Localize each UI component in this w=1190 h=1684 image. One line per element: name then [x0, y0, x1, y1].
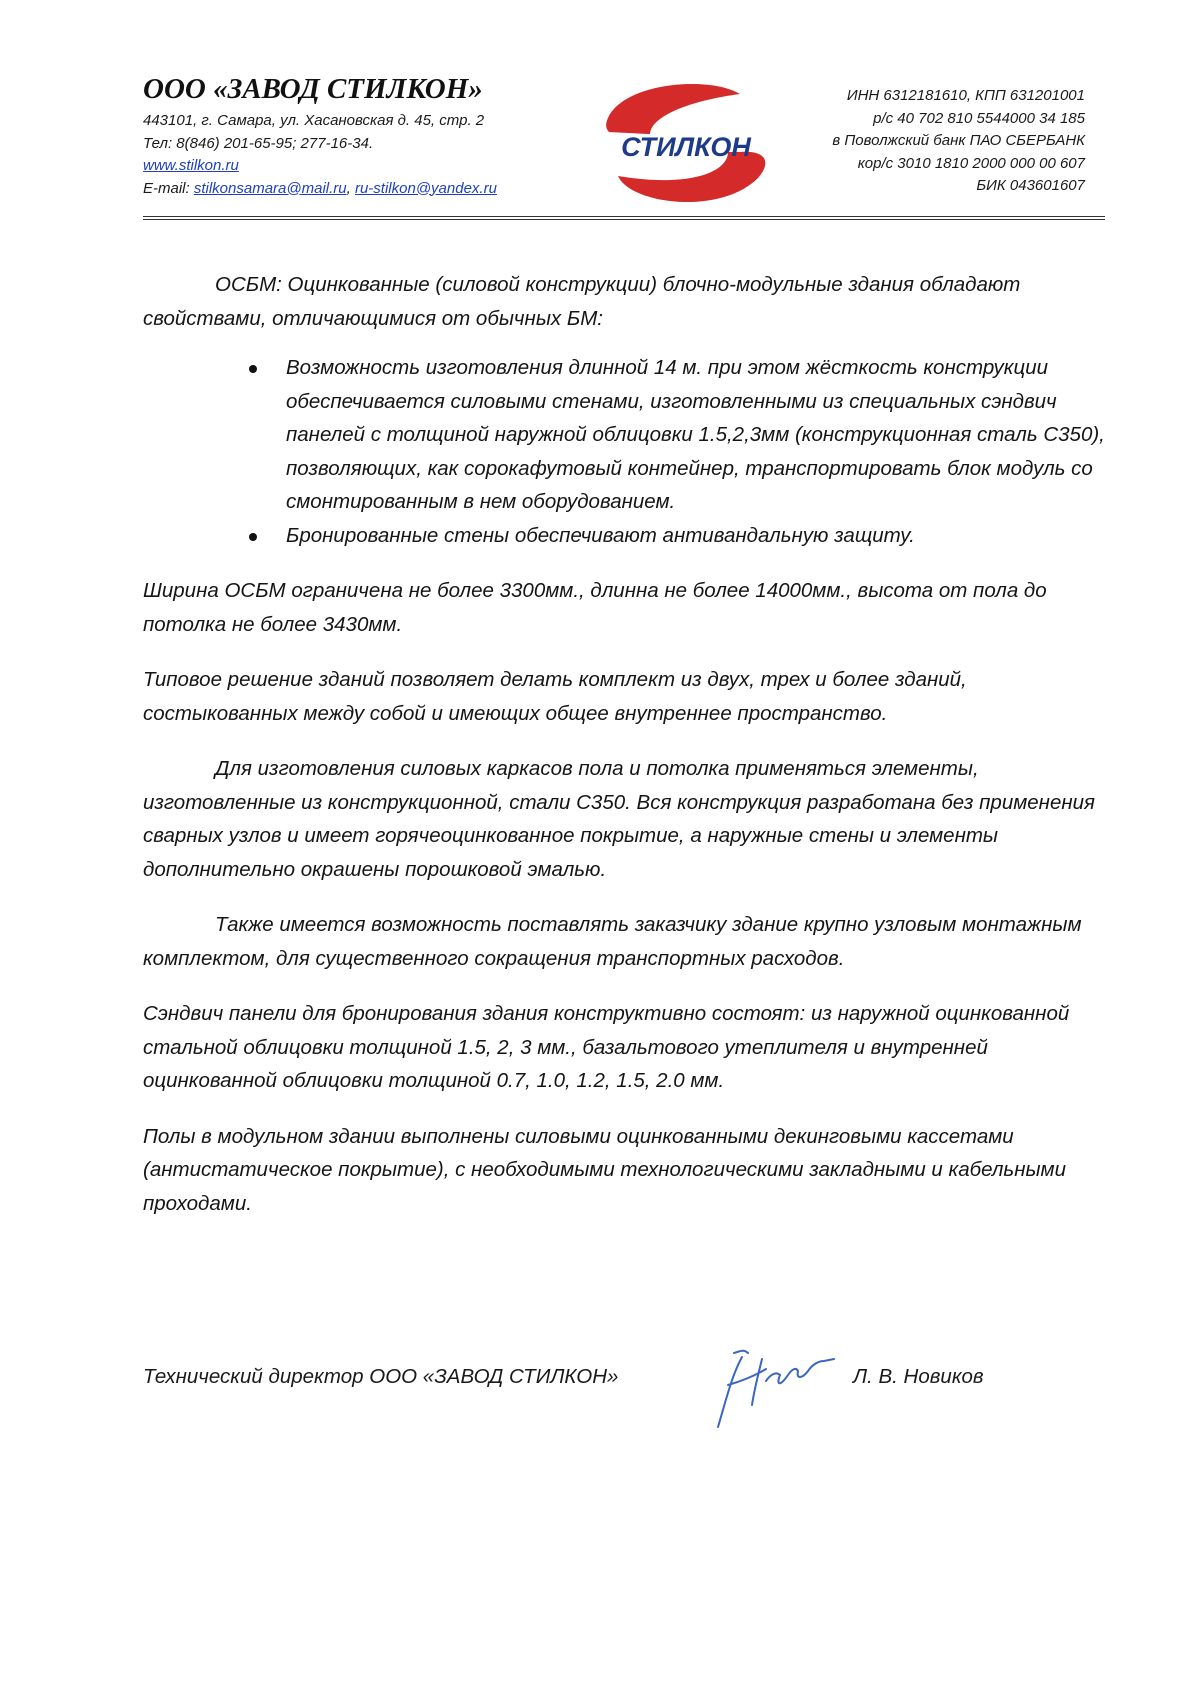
header-divider: [143, 216, 1105, 217]
header-divider-2: [143, 219, 1105, 220]
bullet-icon: [249, 533, 257, 541]
company-header: [143, 72, 497, 200]
signatory-name: Л. В. Новиков: [853, 1365, 984, 1388]
bank-details: [832, 85, 1085, 198]
sandwich-paragraph: Сэндвич панели для бронирования здания конструктивно состоят: из наружной оцинкованной стальной облицовки толщиной 1.5, 2, 3 мм., базальтового утеплителя и внутренней оцинкованной облицовки толщиной 0.7, 1.0, 1.2, 1.5, 2.0 мм.: [143, 1002, 1070, 1092]
company-phone: Тел: 8(846) 201-65-95; 277-16-34.: [143, 134, 374, 152]
letter-body: [143, 268, 1105, 1220]
floors-paragraph: Полы в модульном здании выполнены силовыми оцинкованными декинговыми кассетами (антистатическое покрытие), с необходимыми технологическими закладными и кабельными проходами.: [143, 1124, 1067, 1215]
signatory-title: Технический директор ООО «ЗАВОД СТИЛКОН»: [143, 1365, 619, 1388]
logo-text: СТИЛКОН: [621, 132, 751, 162]
features-list: [143, 351, 1105, 552]
inn-kpp: ИНН 6312181610, КПП 631201001: [846, 87, 1085, 104]
frames-paragraph: Для изготовления силовых каркасов пола и потолка применяться элементы, изготовленные из конструкционной, стали С350. Вся конструкция разработана без применения сварных узлов и имеет горячеоцинкованное покрытие, а наружные стены и элементы дополнительно окрашены порошковой эмалью.: [143, 757, 1095, 881]
stilkon-logo: [590, 76, 780, 212]
correspondent-account: кор/с 3010 1810 2000 000 00 607: [857, 154, 1085, 172]
list-item: Возможность изготовления длинной 14 м. при этом жёсткость конструкции обеспечивается силовыми стенами, изготовленными из специальных сэндвич панелей с толщиной наружной облицовки 1.5,2,3мм (конструкционная сталь С350), позволяющих, как сорокафутовый контейнер, транспортировать блок модуль со смонтированным в нем оборудованием.: [286, 351, 1105, 519]
list-item: Бронированные стены обеспечивают антивандальную защиту.: [286, 519, 1105, 553]
company-address: 443101, г. Самара, ул. Хасановская д. 45, стр. 2: [143, 112, 485, 129]
handwritten-signature: [704, 1345, 844, 1435]
email-label: E-mail:: [143, 179, 194, 197]
dimensions-paragraph: Ширина ОСБМ ограничена не более 3300мм., длинна не более 14000мм., высота от пола до потолка не более 3430мм.: [143, 579, 1047, 636]
website-link[interactable]: www.stilkon.ru: [143, 157, 239, 174]
bank-name: в Поволжский банк ПАО СБЕРБАНК: [832, 132, 1085, 149]
bullet-icon: [249, 365, 257, 373]
intro-paragraph: ОСБМ: Оцинкованные (силовой конструкции) блочно-модульные здания обладают свойствами, отличающимися от обычных БМ:: [143, 273, 1021, 330]
kit-paragraph: Также имеется возможность поставлять заказчику здание крупно узловым монтажным комплектом, для существенного сокращения транспортных расходов.: [143, 913, 1082, 970]
email-link-2[interactable]: ru-stilkon@yandex.ru: [354, 179, 497, 197]
email-separator: ,: [346, 179, 355, 197]
typical-solution-paragraph: Типовое решение зданий позволяет делать комплект из двух, трех и более зданий, состыкованных между собой и имеющих общее внутреннее пространство.: [143, 668, 967, 725]
bik: БИК 043601607: [976, 177, 1085, 194]
email-link-1[interactable]: stilkonsamara@mail.ru: [193, 179, 347, 197]
settlement-account: р/с 40 702 810 5544000 34 185: [873, 109, 1085, 127]
company-name: ООО «ЗАВОД СТИЛКОН»: [143, 73, 483, 105]
